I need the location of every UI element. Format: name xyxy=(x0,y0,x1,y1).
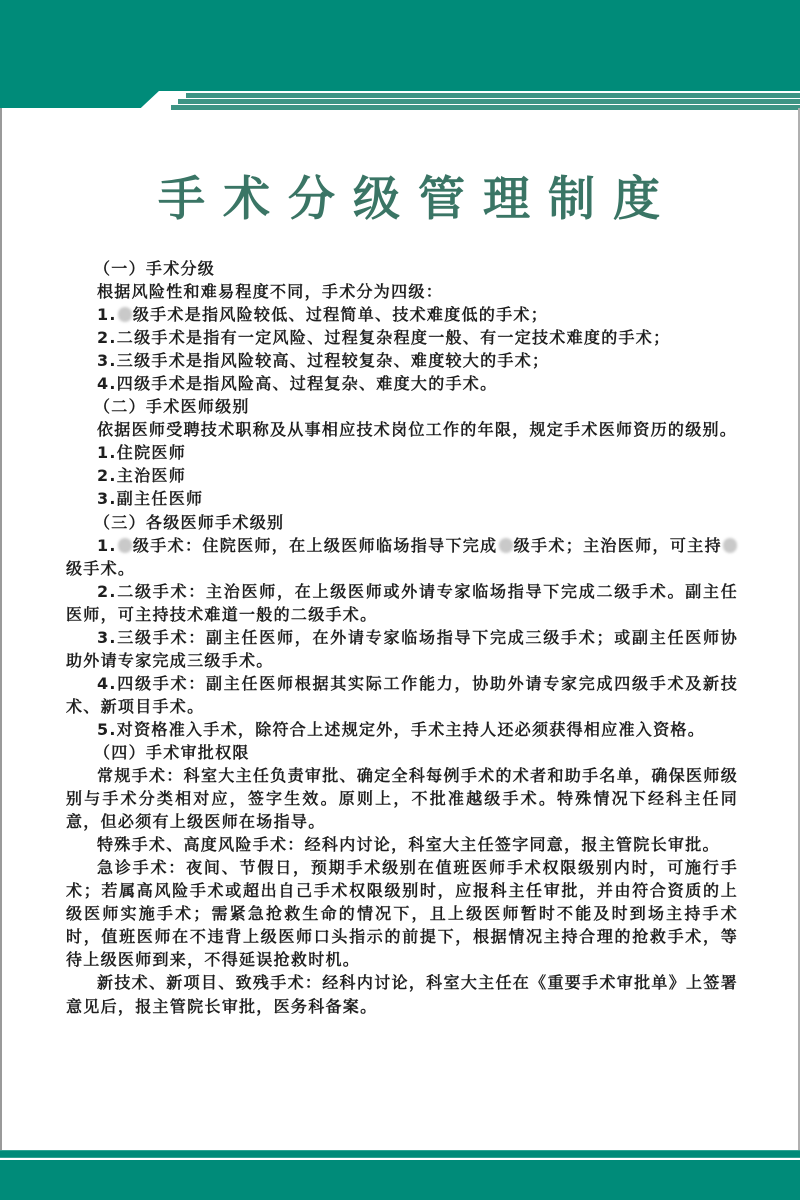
footer-band xyxy=(0,1148,800,1200)
section-heading: （三）各级医师手术级别 xyxy=(94,512,285,532)
item-number: 1. xyxy=(97,535,117,555)
list-item: 4.四级手术是指风险高、过程复杂、难度大的手术。 xyxy=(97,374,498,394)
footer-stripe xyxy=(0,1150,800,1158)
header-solid-band xyxy=(0,0,800,91)
item-text: 级手术：住院医师，在上级医师临场指导下完成 xyxy=(132,535,498,555)
paragraph: 特殊手术、高度风险手术：经科内讨论，科室大主任签字同意，报主管院长审批。 xyxy=(97,835,720,855)
item-text: 级手术是指风险较低、过程简单、技术难度低的手术； xyxy=(132,305,549,325)
list-item: 1.住院医师 xyxy=(97,443,187,463)
item-text: 级手术。 xyxy=(66,558,136,578)
header-band xyxy=(0,0,800,112)
footer-solid-band xyxy=(0,1160,800,1200)
section-heading: （一）手术分级 xyxy=(94,259,216,278)
list-item: 2.二级手术是指有一定风险、过程复杂程度一般、有一定技术难度的手术； xyxy=(97,328,671,348)
section-heading: （四）手术审批权限 xyxy=(94,742,250,762)
item-text: 级手术；主治医师，可主持 xyxy=(513,535,722,555)
redacted-mark xyxy=(499,538,513,553)
list-item: 3.三级手术是指风险较高、过程较复杂、难度较大的手术； xyxy=(97,351,550,371)
item-number: 1. xyxy=(97,305,117,325)
redacted-mark xyxy=(118,538,132,553)
list-item: 3.三级手术：副主任医师，在外请专家临场指导下完成三级手术；或副主任医师协助外请专家完成三级手术。 xyxy=(66,627,738,670)
section-heading: （二）手术医师级别 xyxy=(94,397,250,417)
paragraph: 常规手术：科室大主任负责审批、确定全科每例手术的术者和助手名单，确保医师级别与手术分类相对应，签字生效。原则上，不批准越级手术。特殊情况下经科主任同意，但必须有上级医师在场指导。 xyxy=(66,766,738,832)
list-item xyxy=(66,303,738,326)
page-title: 手术分级管理制度 xyxy=(158,172,678,227)
section-intro: 根据风险性和难易程度不同，手术分为四级： xyxy=(97,282,444,302)
list-item: 2.二级手术：主治医师，在上级医师或外请专家临场指导下完成二级手术。副主任医师，可主持技术难道一般的二级手术。 xyxy=(66,581,738,624)
left-border-line xyxy=(0,108,2,1153)
list-item: 2.主治医师 xyxy=(97,466,187,486)
section-intro: 依据医师受聘技术职称及从事相应技术岗位工作的年限，规定手术医师资历的级别。 xyxy=(97,420,738,440)
header-stripe xyxy=(171,105,800,110)
list-item xyxy=(66,534,738,580)
header-stripe xyxy=(186,93,800,98)
redacted-mark xyxy=(723,538,737,553)
redacted-mark xyxy=(118,307,132,322)
list-item: 5.对资格准入手术，除符合上述规定外，手术主持人还必须获得相应准入资格。 xyxy=(97,719,706,739)
list-item: 4.四级手术：副主任医师根据其实际工作能力，协助外请专家完成四级手术及新技术、新项目手术。 xyxy=(66,673,738,716)
header-left-extension xyxy=(0,90,160,108)
paragraph: 新技术、新项目、致残手术：经科内讨论，科室大主任在《重要手术审批单》上签署意见后，报主管院长审批，医务科备案。 xyxy=(66,973,738,1016)
document-body xyxy=(66,257,738,1018)
paragraph: 急诊手术：夜间、节假日，预期手术级别在值班医师手术权限级别内时，可施行手术；若属高风险手术或超出自己手术权限级别时，应报科主任审批，并由符合资质的上级医师实施手术；需紧急抢救生命的情况下，且上级医师暂时不能及时到场主持手术时，值班医师在不违背上级医师口头指示的前提下，根据情况主持合理的抢救手术，等待上级医师到来，不得延误抢救时机。 xyxy=(66,858,738,970)
header-stripe xyxy=(178,99,800,104)
list-item: 3.副主任医师 xyxy=(97,489,204,509)
